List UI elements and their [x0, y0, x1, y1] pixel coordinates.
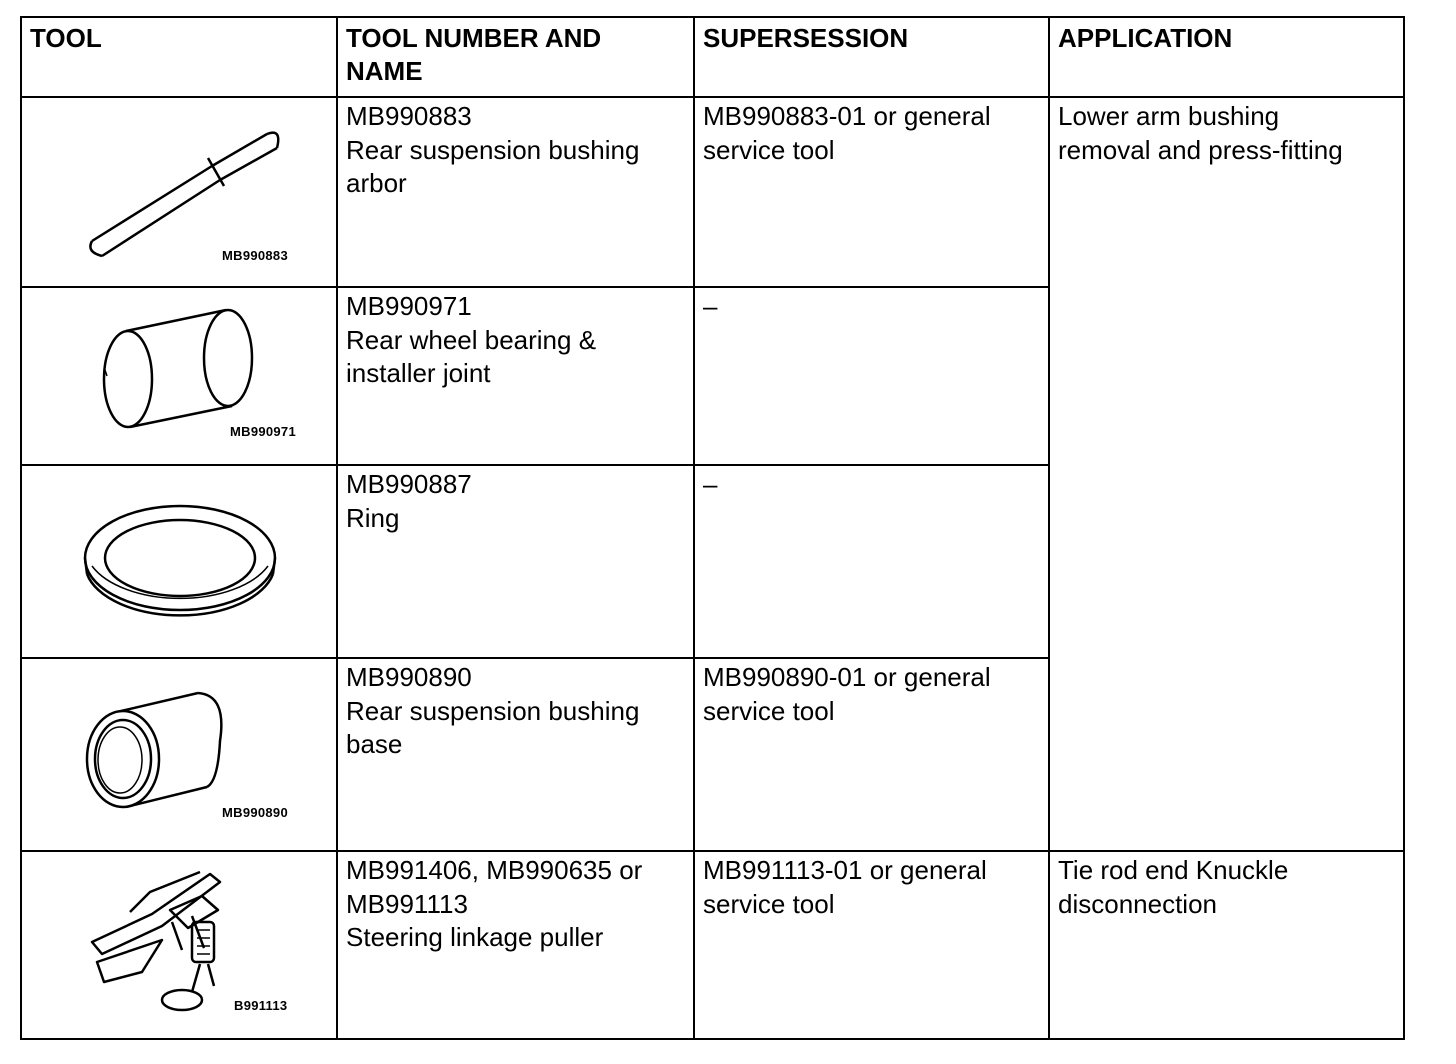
tool-image-cell [21, 287, 337, 465]
supersession-text: MB990890-01 or general [703, 662, 991, 692]
tool-image-cell [21, 851, 337, 1039]
application-cell [1049, 97, 1404, 851]
supersession-cell [694, 287, 1049, 465]
tool-caption: MB990890 [222, 805, 288, 820]
tool-caption: B991113 [234, 998, 288, 1013]
table-row [21, 97, 1404, 287]
tool-caption: MB990883 [222, 248, 288, 263]
tool-number-name-cell [337, 658, 694, 851]
supersession-cell [694, 658, 1049, 851]
supersession-text: – [703, 291, 718, 321]
tool-number-name-cell [337, 851, 694, 1039]
tool-name: Rear suspension bushing [346, 134, 640, 165]
supersession-cell [694, 97, 1049, 287]
tool-image-cell [21, 465, 337, 658]
supersession-text: service tool [703, 888, 835, 919]
tool-number: MB990887 [346, 469, 472, 499]
rod-arbor-icon [22, 98, 338, 288]
bushing-base-icon [22, 659, 338, 852]
tool-caption: MB990971 [230, 424, 296, 439]
tool-name: installer joint [346, 358, 491, 388]
tool-name: Rear suspension bushing [346, 695, 640, 726]
header-tool: TOOL [21, 17, 337, 97]
tool-number-name-cell [337, 465, 694, 658]
tool-image-cell [21, 658, 337, 851]
tool-name: base [346, 729, 403, 759]
header-row [21, 17, 1404, 97]
tool-number: MB991406, MB990635 or [346, 855, 643, 885]
tool-number-name-cell [337, 97, 694, 287]
tool-name: Ring [346, 502, 400, 533]
special-tools-table [20, 16, 1405, 1040]
tool-number-name-cell [337, 287, 694, 465]
supersession-text: – [703, 469, 718, 499]
header-application: APPLICATION [1049, 17, 1404, 97]
application-text: Tie rod end Knuckle [1058, 855, 1289, 885]
tool-name: arbor [346, 168, 407, 198]
supersession-cell [694, 851, 1049, 1039]
supersession-cell [694, 465, 1049, 658]
tool-number: MB990883 [346, 101, 472, 131]
cylinder-joint-icon [22, 288, 338, 466]
application-text: Lower arm bushing [1058, 101, 1280, 131]
application-text: disconnection [1058, 888, 1217, 919]
tool-name: Steering linkage puller [346, 922, 604, 952]
tool-image-cell [21, 97, 337, 287]
linkage-puller-icon [22, 852, 338, 1040]
header-tool-number-name: TOOL NUMBER AND NAME [337, 17, 694, 97]
header-supersession: SUPERSESSION [694, 17, 1049, 97]
tool-name: Rear wheel bearing & [346, 324, 597, 355]
tool-number: MB991113 [346, 888, 468, 919]
supersession-text: MB990883-01 or general [703, 101, 991, 131]
table-row [21, 851, 1404, 1039]
supersession-text: service tool [703, 695, 835, 726]
tool-number: MB990890 [346, 662, 472, 692]
application-cell [1049, 851, 1404, 1039]
ring-icon [22, 466, 338, 659]
supersession-text: MB991113-01 or general [703, 855, 987, 885]
application-text: removal and press-fitting [1058, 134, 1343, 165]
supersession-text: service tool [703, 134, 835, 165]
tool-number: MB990971 [346, 291, 472, 321]
